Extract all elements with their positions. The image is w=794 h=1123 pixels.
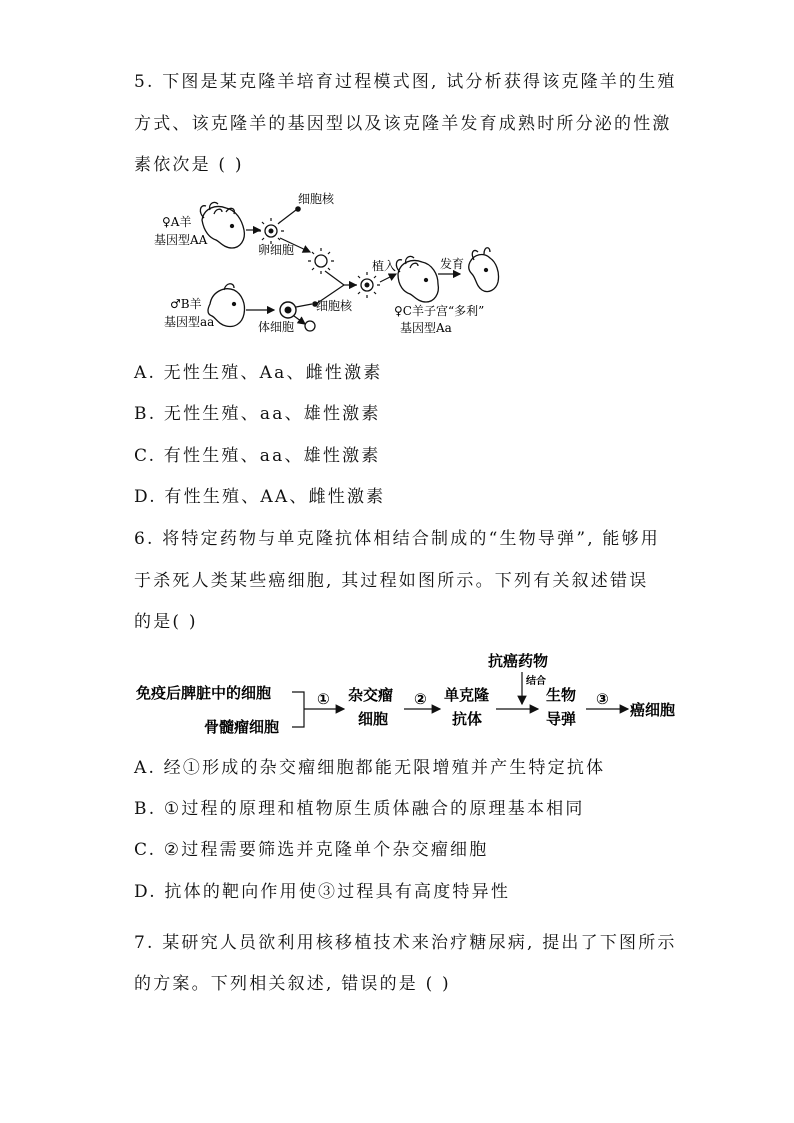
sheep-c-label: ♀C羊子宫“多利” [394, 304, 485, 318]
missile-label-1: 生物 [546, 686, 577, 704]
q7-line-2: 的方案。下列相关叙述, 错误的是 ( ) [134, 974, 451, 994]
cancer-cell-label: 癌细胞 [630, 701, 676, 719]
implant-label: 植入 [372, 259, 397, 273]
q6-line-2: 于杀死人类某些癌细胞, 其过程如图所示。下列有关叙述错误 [134, 571, 649, 591]
enucleated-egg-icon [308, 248, 334, 274]
step-1-label: ① [317, 690, 330, 708]
sheep-a-label: ♀A羊 [162, 215, 192, 229]
q6-option-c[interactable]: C. ②过程需要筛选并克隆单个杂交瘤细胞 [134, 840, 489, 860]
nucleus-top-label: 细胞核 [298, 192, 335, 206]
q5-option-d[interactable]: D. 有性生殖、AA、雌性激素 [134, 487, 386, 507]
q5-line-3: 素依次是 ( ) [134, 155, 244, 175]
step-2-label: ② [414, 690, 427, 708]
anticancer-drug-label: 抗癌药物 [488, 652, 549, 670]
q5-line-1: 5. 下图是某克隆羊培育过程模式图, 试分析获得该克隆羊的生殖 [134, 72, 677, 92]
genotype-c-label: 基因型Aa [400, 321, 452, 335]
spleen-cell-label: 免疫后脾脏中的细胞 [136, 684, 272, 702]
hybridoma-label-1: 杂交瘤 [348, 686, 394, 704]
nucleus-mid-label: 细胞核 [316, 299, 353, 313]
genotype-b-label: 基因型aa [164, 315, 215, 329]
combine-label: 结合 [526, 676, 546, 687]
nucleus-top-icon [295, 206, 301, 212]
q6-line-3: 的是( ) [134, 612, 198, 632]
cytoplasm-icon [305, 321, 315, 331]
hybridoma-label-2: 细胞 [358, 710, 389, 728]
sheep-b-label: ♂B羊 [170, 297, 202, 311]
missile-label-2: 导弹 [546, 710, 577, 728]
q6-line-1: 6. 将特定药物与单克隆抗体相结合制成的“生物导弹”, 能够用 [134, 529, 661, 549]
sheep-c-icon [396, 256, 438, 302]
step-3-label: ③ [596, 690, 609, 708]
develop-label: 发育 [440, 257, 465, 271]
q6-option-b[interactable]: B. ①过程的原理和植物原生质体融合的原理基本相同 [134, 799, 585, 819]
q5-option-a[interactable]: A. 无性生殖、Aa、雌性激素 [134, 363, 383, 383]
egg-cell-label: 卵细胞 [258, 243, 295, 257]
cloning-sheep-diagram [140, 190, 520, 350]
genotype-a-label: 基因型AA [154, 233, 208, 247]
myeloma-cell-label: 骨髓瘤细胞 [204, 718, 280, 736]
body-cell-icon [280, 302, 296, 318]
q7-line-1: 7. 某研究人员欲利用核移植技术来治疗糖尿病, 提出了下图所示 [134, 933, 677, 953]
mab-label-2: 抗体 [452, 710, 483, 728]
biological-missile-flowchart [134, 648, 694, 748]
mab-label-1: 单克隆 [444, 686, 490, 704]
body-cell-label: 体细胞 [258, 320, 295, 334]
q6-option-d[interactable]: D. 抗体的靶向作用使③过程具有高度特异性 [134, 882, 511, 902]
dolly-sheep-icon [469, 248, 499, 292]
q5-option-c[interactable]: C. 有性生殖、aa、雄性激素 [134, 446, 381, 466]
reconstructed-egg-icon [354, 272, 380, 298]
q6-option-a[interactable]: A. 经①形成的杂交瘤细胞都能无限增殖并产生特定抗体 [134, 758, 606, 778]
q5-line-2: 方式、该克隆羊的基因型以及该克隆羊发育成熟时所分泌的性激 [134, 114, 672, 134]
q5-option-b[interactable]: B. 无性生殖、aa、雄性激素 [134, 404, 381, 424]
